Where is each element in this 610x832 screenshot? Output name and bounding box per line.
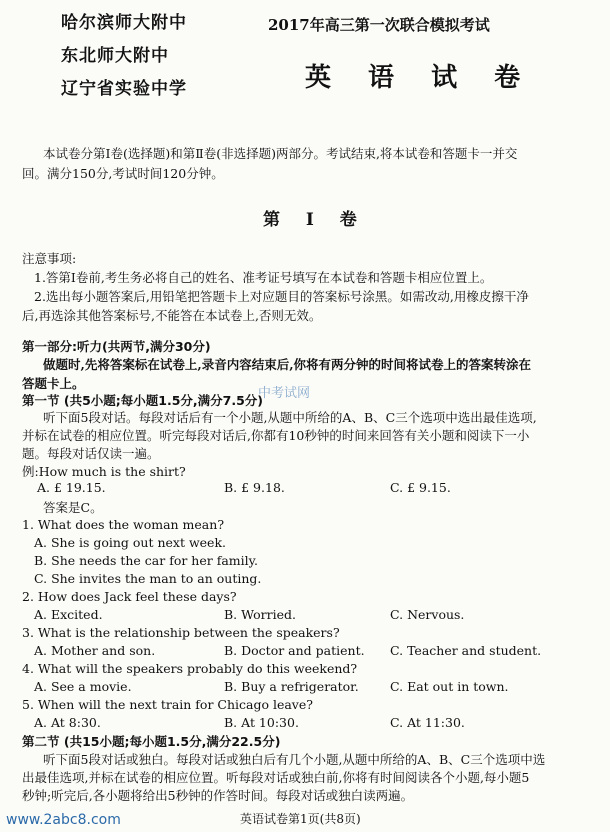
example-question: 例:How much is the shirt? — [22, 464, 186, 479]
note-line-2: 2.选出每小题答案后,用铅笔把答题卡上对应题目的答案标号涂黑。如需改动,用橡皮擦干净 — [34, 289, 529, 304]
note-line-1: 1.答第Ⅰ卷前,考生务必将自己的姓名、准考证号填写在本试卷和答题卡相应位置上。 — [34, 270, 493, 285]
q3-option-b: B. Doctor and patient. — [224, 643, 365, 658]
note-line-3: 后,再选涂其他答案标号,不能答在本试卷上,否则无效。 — [22, 308, 322, 323]
example-option-b: B. £ 9.18. — [224, 480, 285, 495]
example-option-a: A. £ 19.15. — [37, 480, 106, 495]
q1-option-a: A. She is going out next week. — [34, 535, 227, 550]
section2-title: 第二节 (共15小题;每小题1.5分,满分22.5分) — [22, 734, 281, 749]
intro-line-2: 回。满分150分,考试时间120分钟。 — [22, 166, 224, 181]
q2-stem: 2. How does Jack feel these days? — [22, 589, 237, 604]
q3-option-a: A. Mother and son. — [34, 643, 156, 658]
footer-website[interactable]: www.2abc8.com — [6, 812, 121, 828]
q4-option-a: A. See a movie. — [34, 679, 132, 694]
q1-stem: 1. What does the woman mean? — [22, 517, 225, 532]
q2-option-a: A. Excited. — [34, 607, 103, 622]
q2-option-b: B. Worried. — [224, 607, 296, 622]
exam-title: 2017年高三第一次联合模拟考试 — [268, 16, 490, 34]
q5-option-c: C. At 11:30. — [390, 715, 465, 730]
section2-instruction-2: 出最佳选项,并标在试卷的相应位置。听每段对话或独白前,你将有时间阅读各个小题,每小题5 — [22, 770, 530, 785]
school-name-3: 辽宁省实验中学 — [61, 79, 187, 99]
paper-title: 英 语 试 卷 — [305, 63, 535, 93]
notes-title: 注意事项: — [22, 251, 77, 266]
q2-option-c: C. Nervous. — [390, 607, 465, 622]
q5-stem: 5. When will the next train for Chicago leave? — [22, 697, 313, 712]
part1-instruction-2: 答题卡上。 — [22, 376, 85, 391]
q3-stem: 3. What is the relationship between the speakers? — [22, 625, 340, 640]
part1-instruction-1: 做题时,先将答案标在试卷上,录音内容结束后,你将有两分钟的时间将试卷上的答案转涂在 — [43, 357, 532, 372]
part1-title: 第一部分:听力(共两节,满分30分) — [22, 339, 211, 354]
intro-line-1: 本试卷分第Ⅰ卷(选择题)和第Ⅱ卷(非选择题)两部分。考试结束,将本试卷和答题卡一并交 — [43, 146, 518, 161]
volume-title: 第 Ⅰ 卷 — [263, 210, 367, 230]
q5-option-a: A. At 8:30. — [34, 715, 101, 730]
footer-page-label: 英语试卷第1页(共8页) — [240, 812, 361, 826]
q1-option-c: C. She invites the man to an outing. — [34, 571, 262, 586]
q4-stem: 4. What will the speakers probably do this weekend? — [22, 661, 358, 676]
section1-title: 第一节 (共5小题;每小题1.5分,满分7.5分) — [22, 393, 264, 408]
school-name-1: 哈尔滨师大附中 — [61, 13, 187, 33]
section1-instruction-2: 并标在试卷的相应位置。听完每段对话后,你都有10秒钟的时间来回答有关小题和阅读下一小 — [22, 428, 530, 443]
q4-option-b: B. Buy a refrigerator. — [224, 679, 359, 694]
q5-option-b: B. At 10:30. — [224, 715, 299, 730]
q4-option-c: C. Eat out in town. — [390, 679, 509, 694]
section2-instruction-1: 听下面5段对话或独白。每段对话或独白后有几个小题,从题中所给的A、B、C三个选项中选 — [43, 752, 546, 767]
section2-instruction-3: 秒钟;听完后,各小题将给出5秒钟的作答时间。每段对话或独白读两遍。 — [22, 788, 414, 803]
school-name-2: 东北师大附中 — [61, 46, 169, 66]
example-answer: 答案是C。 — [43, 500, 103, 515]
example-option-c: C. £ 9.15. — [390, 480, 451, 495]
watermark: 中考试网 — [258, 386, 311, 401]
q1-option-b: B. She needs the car for her family. — [34, 553, 258, 568]
q3-option-c: C. Teacher and student. — [390, 643, 542, 658]
section1-instruction-1: 听下面5段对话。每段对话后有一个小题,从题中所给的A、B、C三个选项中选出最佳选项, — [43, 410, 537, 425]
section1-instruction-3: 题。每段对话仅读一遍。 — [22, 446, 160, 461]
